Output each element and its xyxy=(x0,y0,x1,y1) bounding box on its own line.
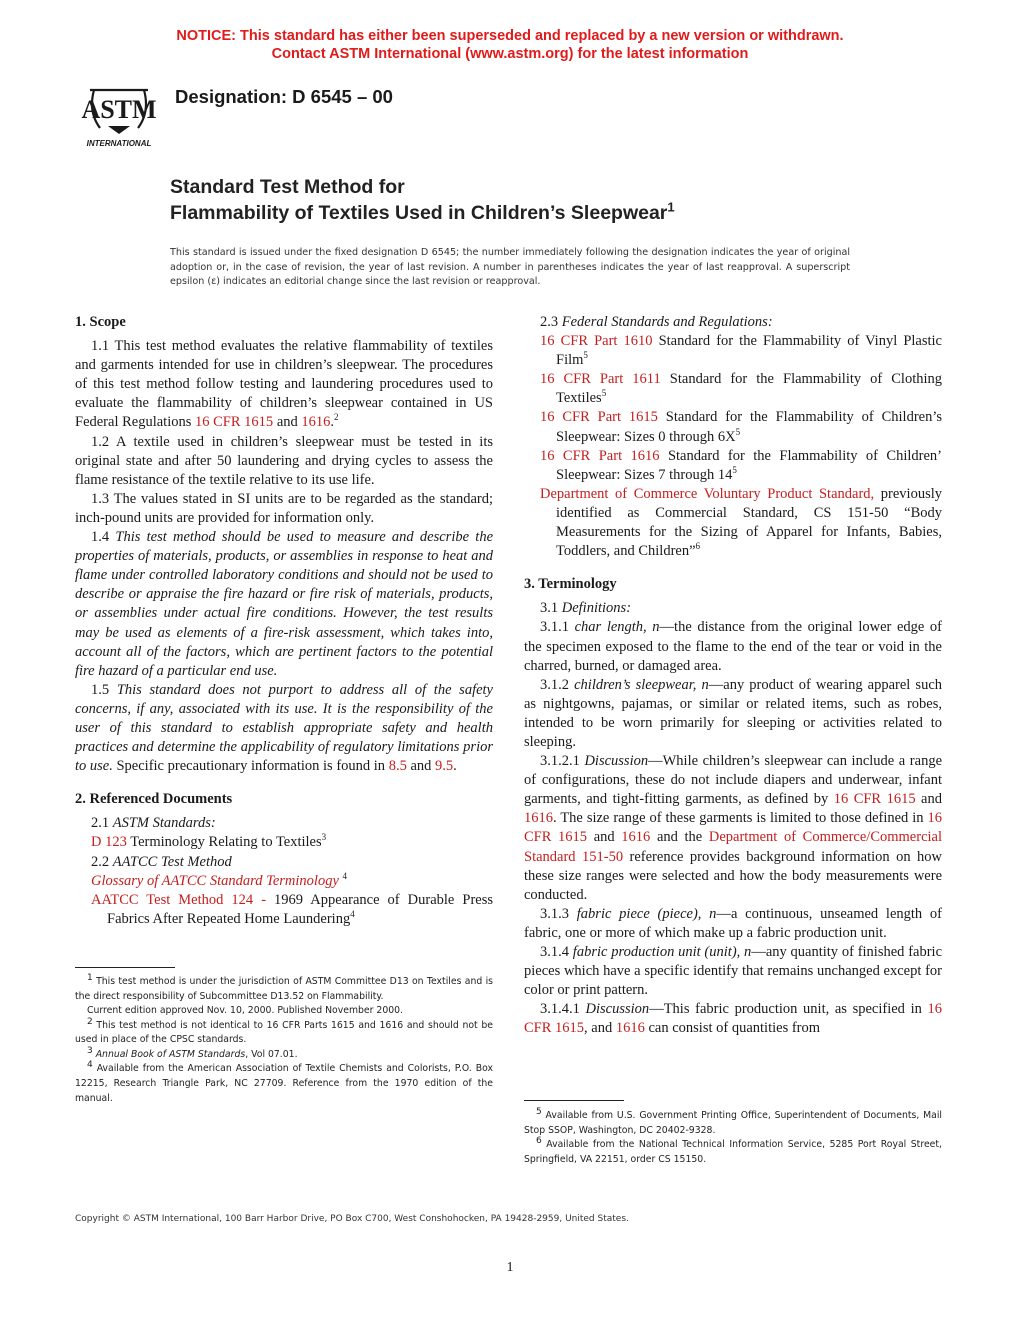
ref-1610: 16 CFR Part 1610 Standard for the Flammability of Vinyl Plastic Film$^5$ xyxy=(540,333,942,369)
section-heading-scope: 1. Scope xyxy=(75,314,126,330)
link-doc-voluntary-standard[interactable]: Department of Commerce Voluntary Product Standard, xyxy=(540,485,875,502)
para-1-4: 1.4 This test method should be used to measure and describe the properties of materials, products, or assemblies in response to heat and flame under controlled laboratory conditions and should not be used to describe or appraise the fire hazard or fire risk of materials, products, or assemblies under actual fire conditions. However, the test results may be used as elements of a fire-risk assessment, which takes into, account all of the factors, which are pertinent factors to the potential fire hazard of a particular end use. xyxy=(75,529,494,679)
page-number: 1 xyxy=(506,1260,514,1275)
link-aatcc-glossary[interactable]: Glossary of AATCC Standard Terminology xyxy=(91,872,339,889)
para-3-1-4: 3.1.4 fabric production unit (unit), n—any quantity of finished fabric pieces which have a specific identify that remains unchanged except for color or print pattern. xyxy=(524,944,943,999)
link-16cfr1615-a[interactable]: 16 CFR 1615 xyxy=(833,791,916,808)
copyright-line: Copyright © ASTM International, 100 Barr Harbor Drive, PO Box C700, West Conshohocken, PA 19428-2959, United States. xyxy=(75,1214,629,1224)
link-16cfr1615-part[interactable]: 16 CFR Part 1615 xyxy=(540,409,658,426)
ref-1616: 16 CFR Part 1616 Standard for the Flammability of Children’ Sleepwear: Sizes 7 through $14^5$ xyxy=(540,447,943,483)
ref-aatcc-glossary: Glossary of AATCC Standard Terminology $^4$ xyxy=(91,870,347,889)
title-line-1: Standard Test Method for xyxy=(170,176,405,198)
para-3-1-2: 3.1.2 children’s sleepwear, n—any product of wearing apparel such as nightgowns, pajamas, or similar or related items, such as robes, intended to be worn primarily for sleeping or activities related to sleeping. xyxy=(524,676,943,750)
link-16cfr1615-c[interactable]: 16 CFR 1615 xyxy=(524,1001,942,1037)
designation: Designation: D 6545 – 00 xyxy=(175,86,393,107)
link-1616[interactable]: 1616 xyxy=(301,414,331,431)
para-3-1-3: 3.1.3 fabric piece (piece), n—a continuous, unseamed length of fabric, one or more of which make up a fabric production unit. xyxy=(524,905,943,941)
link-16cfr1615[interactable]: 16 CFR 1615 xyxy=(195,414,274,431)
footnotes-left: $^1$ This test method is under the jurisdiction of ASTM Committee D13 on Textiles and is the direct responsibility of Subcommittee D13.52 on Flammability. Current edition approved Nov. 10, 2000. Published November 2000. $^2$ This test method is not identical to 16 CFR Parts 1615 and 1616 and should not be used in place of the CPSC standards. $^3$ Annual Book of ASTM Standards, Vol 07.01. $^4$ Available from the American Association of Textile Chemists and Colorists, P.O. Box 12215, Research Triangle Park, NC 27709. Reference from the 1970 edition of the manual. xyxy=(75,972,493,1104)
section-heading-terminology: 3. Terminology xyxy=(524,576,617,593)
right-column xyxy=(524,313,942,1038)
title-footnote-mark: 1 xyxy=(667,199,675,215)
para-1-1: 1.1 This test method evaluates the relative flammability of textiles and garments intended for use in children’s sleepwear. The procedures of this test method follow testing and laundering procedures used to evaluate the flammability of children’s sleepwear contained in US Federal Regulations 16 CFR 1615 and 1616.$^2$ xyxy=(75,338,493,431)
link-16cfr1615-b[interactable]: 16 CFR 1615 xyxy=(524,810,942,846)
link-1616-c[interactable]: 1616 xyxy=(615,1020,645,1037)
para-3-1: 3.1 Definitions: xyxy=(540,600,632,617)
link-8-5[interactable]: 8.5 xyxy=(388,758,407,775)
link-9-5[interactable]: 9.5 xyxy=(435,758,454,775)
para-3-1-1: 3.1.1 char length, n—the distance from the original lower edge of the specimen exposed to the flame to the end of the tear or void in the charred, burned, or damaged area. xyxy=(524,619,943,674)
para-1-2: 1.2 A textile used in children’s sleepwear must be tested in its original state and after 50 laundering and drying cycles to assess the flame resistance of the textile relative to its use life. xyxy=(75,433,493,488)
link-16cfr1611[interactable]: 16 CFR Part 1611 xyxy=(540,371,661,388)
para-1-5: 1.5 This standard does not purport to address all of the safety concerns, if any, associated with its use. It is the responsibility of the user of this standard to establish appropriate safety and health practices and determine the applicability of regulatory limitations prior to use. Specific precautionary information is found in 8.5 and 9.5. xyxy=(75,681,493,775)
ref-aatcc-124: AATCC Test Method 124 - 1969 Appearance of Durable Press Fabrics After Repeated Home Laundering$^4$ xyxy=(91,891,493,927)
footnotes-right: $^5$ Available from U.S. Government Printing Office, Superintendent of Documents, Mail Stop SSOP, Washington, DC 20402-9328. $^6$ Available from the National Technical Information Service, 5285 Port Royal Street, Springfield, VA 22151, order CS 15150. xyxy=(524,1106,942,1165)
link-doc-commercial-standard[interactable]: Department of Commerce/Commercial Standard 151-50 xyxy=(524,829,942,865)
link-1616-a[interactable]: 1616 xyxy=(524,810,553,827)
link-1616-b[interactable]: 1616 xyxy=(621,829,651,846)
svg-text:INTERNATIONAL: INTERNATIONAL xyxy=(86,139,152,148)
ref-doc-standard: Department of Commerce Voluntary Product Standard, previously identified as Commercial Standard, CS 151-50 “Body Measurements for the Sizing of Apparel for Infants, Babies, Toddlers, and Children”$^6$ xyxy=(540,485,943,560)
link-16cfr1610[interactable]: 16 CFR Part 1610 xyxy=(540,333,653,350)
issuance-note: This standard is issued under the fixed designation D 6545; the number immediately following the designation indicates the year of original adoption or, in the case of revision, the year of last revision. A number in parentheses indicates the year of last reapproval. A superscript epsilon (ε) indicates an editorial change since the last revision or reapproval. xyxy=(170,247,850,287)
footnote-rule-right xyxy=(524,1100,624,1101)
para-2-3: 2.3 Federal Standards and Regulations: xyxy=(540,314,773,330)
svg-text:ASTM: ASTM xyxy=(81,95,157,124)
footnote-rule-left xyxy=(75,967,175,968)
link-16cfr1616-part[interactable]: 16 CFR Part 1616 xyxy=(540,447,660,464)
link-d123[interactable]: D 123 xyxy=(91,834,127,851)
ref-1615: 16 CFR Part 1615 Standard for the Flammability of Children’s Sleepwear: Sizes 0 through $6X^5$ xyxy=(540,409,943,445)
title-line-2: Flammability of Textiles Used in Children’s Sleepwear$^1$ xyxy=(170,199,675,224)
left-column xyxy=(75,313,493,1106)
para-3-1-2-1: 3.1.2.1 Discussion—While children’s sleepwear can include a range of configurations, these do not include diapers and underwear, infant garments, and tight-fitting garments, as defined by 16 CFR 1615 and 1616. The size range of these garments is limited to those defined in 16 CFR 1615 and 1616 and the Department of Commerce/Commercial Standard 151-50 reference provides background information on how these size ranges were selected and how the body measurements were conducted. xyxy=(524,753,943,903)
para-3-1-4-1: 3.1.4.1 Discussion—This fabric production unit, as specified in 16 CFR 1615, and 1616 can consist of quantities from xyxy=(524,1001,942,1037)
section-heading-referenced-documents: 2. Referenced Documents xyxy=(75,791,233,808)
para-1-3: 1.3 The values stated in SI units are to be regarded as the standard; inch-pound units are provided for information only. xyxy=(75,490,493,526)
notice-banner xyxy=(0,27,1020,63)
notice-line-1: NOTICE: This standard has either been superseded and replaced by a new version or withdrawn. xyxy=(176,28,844,44)
notice-line-2: Contact ASTM International (www.astm.org) for the latest information xyxy=(271,46,749,62)
para-2-2: 2.2 AATCC Test Method xyxy=(91,853,232,870)
link-aatcc-124[interactable]: AATCC Test Method 124 - xyxy=(91,891,267,908)
para-2-1: 2.1 ASTM Standards: xyxy=(91,815,216,832)
ref-d123: D 123 Terminology Relating to Textiles$^3$ xyxy=(91,832,327,851)
document-title xyxy=(170,174,675,226)
ref-1611: 16 CFR Part 1611 Standard for the Flammability of Clothing Textiles$^5$ xyxy=(540,371,943,407)
astm-logo-icon xyxy=(78,76,160,148)
